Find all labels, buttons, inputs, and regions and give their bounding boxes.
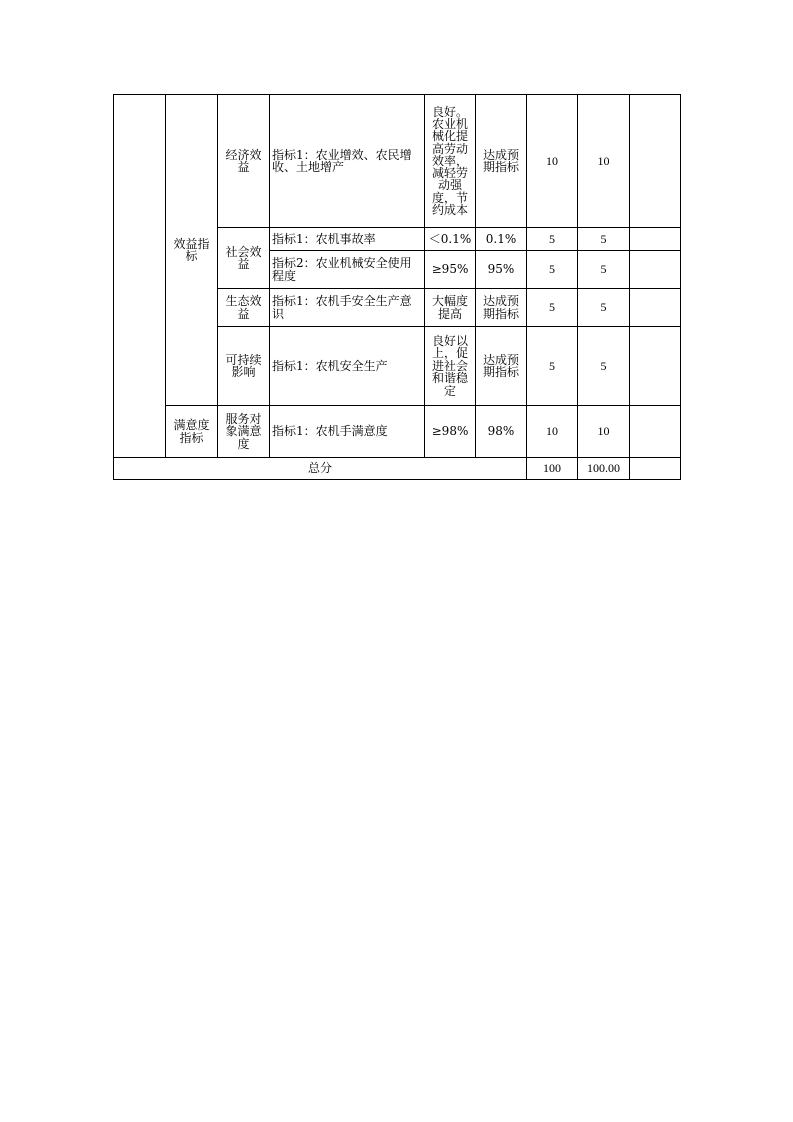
actual-value-cell: 0.1% bbox=[476, 228, 527, 251]
weight-cell: 5 bbox=[527, 251, 578, 289]
indicator-cell: 指标2：农业机械安全使用程度 bbox=[270, 251, 425, 289]
weight-cell: 5 bbox=[527, 228, 578, 251]
tertiary-indicator-cell: 生态效益 bbox=[218, 289, 270, 327]
score-cell: 5 bbox=[578, 327, 630, 406]
secondary-indicator-cell: 满意度指标 bbox=[166, 406, 218, 458]
actual-value-cell: 95% bbox=[476, 251, 527, 289]
total-weight-cell: 100 bbox=[527, 458, 578, 480]
note-cell bbox=[630, 251, 681, 289]
weight-cell: 5 bbox=[527, 327, 578, 406]
indicator-cell: 指标1：农机手安全生产意识 bbox=[270, 289, 425, 327]
target-value-cell: ≥95% bbox=[425, 251, 476, 289]
actual-value-cell: 98% bbox=[476, 406, 527, 458]
total-score-cell: 100.00 bbox=[578, 458, 630, 480]
target-value-cell: 良好以上，促进社会和谐稳定 bbox=[425, 327, 476, 406]
target-value-cell: 良好。农业机械化提高劳动效率，减轻劳动强度，节约成本 bbox=[425, 95, 476, 228]
tertiary-indicator-cell: 服务对象满意度 bbox=[218, 406, 270, 458]
note-cell bbox=[630, 289, 681, 327]
target-value-cell: ＜0.1% bbox=[425, 228, 476, 251]
tertiary-indicator-cell: 经济效益 bbox=[218, 95, 270, 228]
indicator-cell: 指标1：农机手满意度 bbox=[270, 406, 425, 458]
indicator-cell: 指标1：农机事故率 bbox=[270, 228, 425, 251]
score-cell: 5 bbox=[578, 251, 630, 289]
weight-cell: 10 bbox=[527, 406, 578, 458]
total-note-cell bbox=[630, 458, 681, 480]
tertiary-indicator-cell: 可持续影响 bbox=[218, 327, 270, 406]
weight-cell: 10 bbox=[527, 95, 578, 228]
total-row bbox=[114, 458, 681, 480]
secondary-indicator-cell: 效益指标 bbox=[166, 95, 218, 406]
note-cell bbox=[630, 327, 681, 406]
score-cell: 10 bbox=[578, 406, 630, 458]
table-row bbox=[114, 406, 681, 458]
primary-indicator-cell bbox=[114, 95, 166, 458]
indicator-cell: 指标1：农业增效、农民增收、土地增产 bbox=[270, 95, 425, 228]
note-cell bbox=[630, 95, 681, 228]
score-cell: 10 bbox=[578, 95, 630, 228]
score-cell: 5 bbox=[578, 289, 630, 327]
actual-value-cell: 达成预期指标 bbox=[476, 327, 527, 406]
table-row bbox=[114, 95, 681, 228]
actual-value-cell: 达成预期指标 bbox=[476, 289, 527, 327]
tertiary-indicator-cell: 社会效益 bbox=[218, 228, 270, 289]
note-cell bbox=[630, 228, 681, 251]
target-value-cell: 大幅度提高 bbox=[425, 289, 476, 327]
performance-table bbox=[113, 94, 681, 480]
score-cell: 5 bbox=[578, 228, 630, 251]
total-label-cell: 总分 bbox=[114, 458, 527, 480]
note-cell bbox=[630, 406, 681, 458]
actual-value-cell: 达成预期指标 bbox=[476, 95, 527, 228]
target-value-cell: ≥98% bbox=[425, 406, 476, 458]
weight-cell: 5 bbox=[527, 289, 578, 327]
indicator-cell: 指标1：农机安全生产 bbox=[270, 327, 425, 406]
